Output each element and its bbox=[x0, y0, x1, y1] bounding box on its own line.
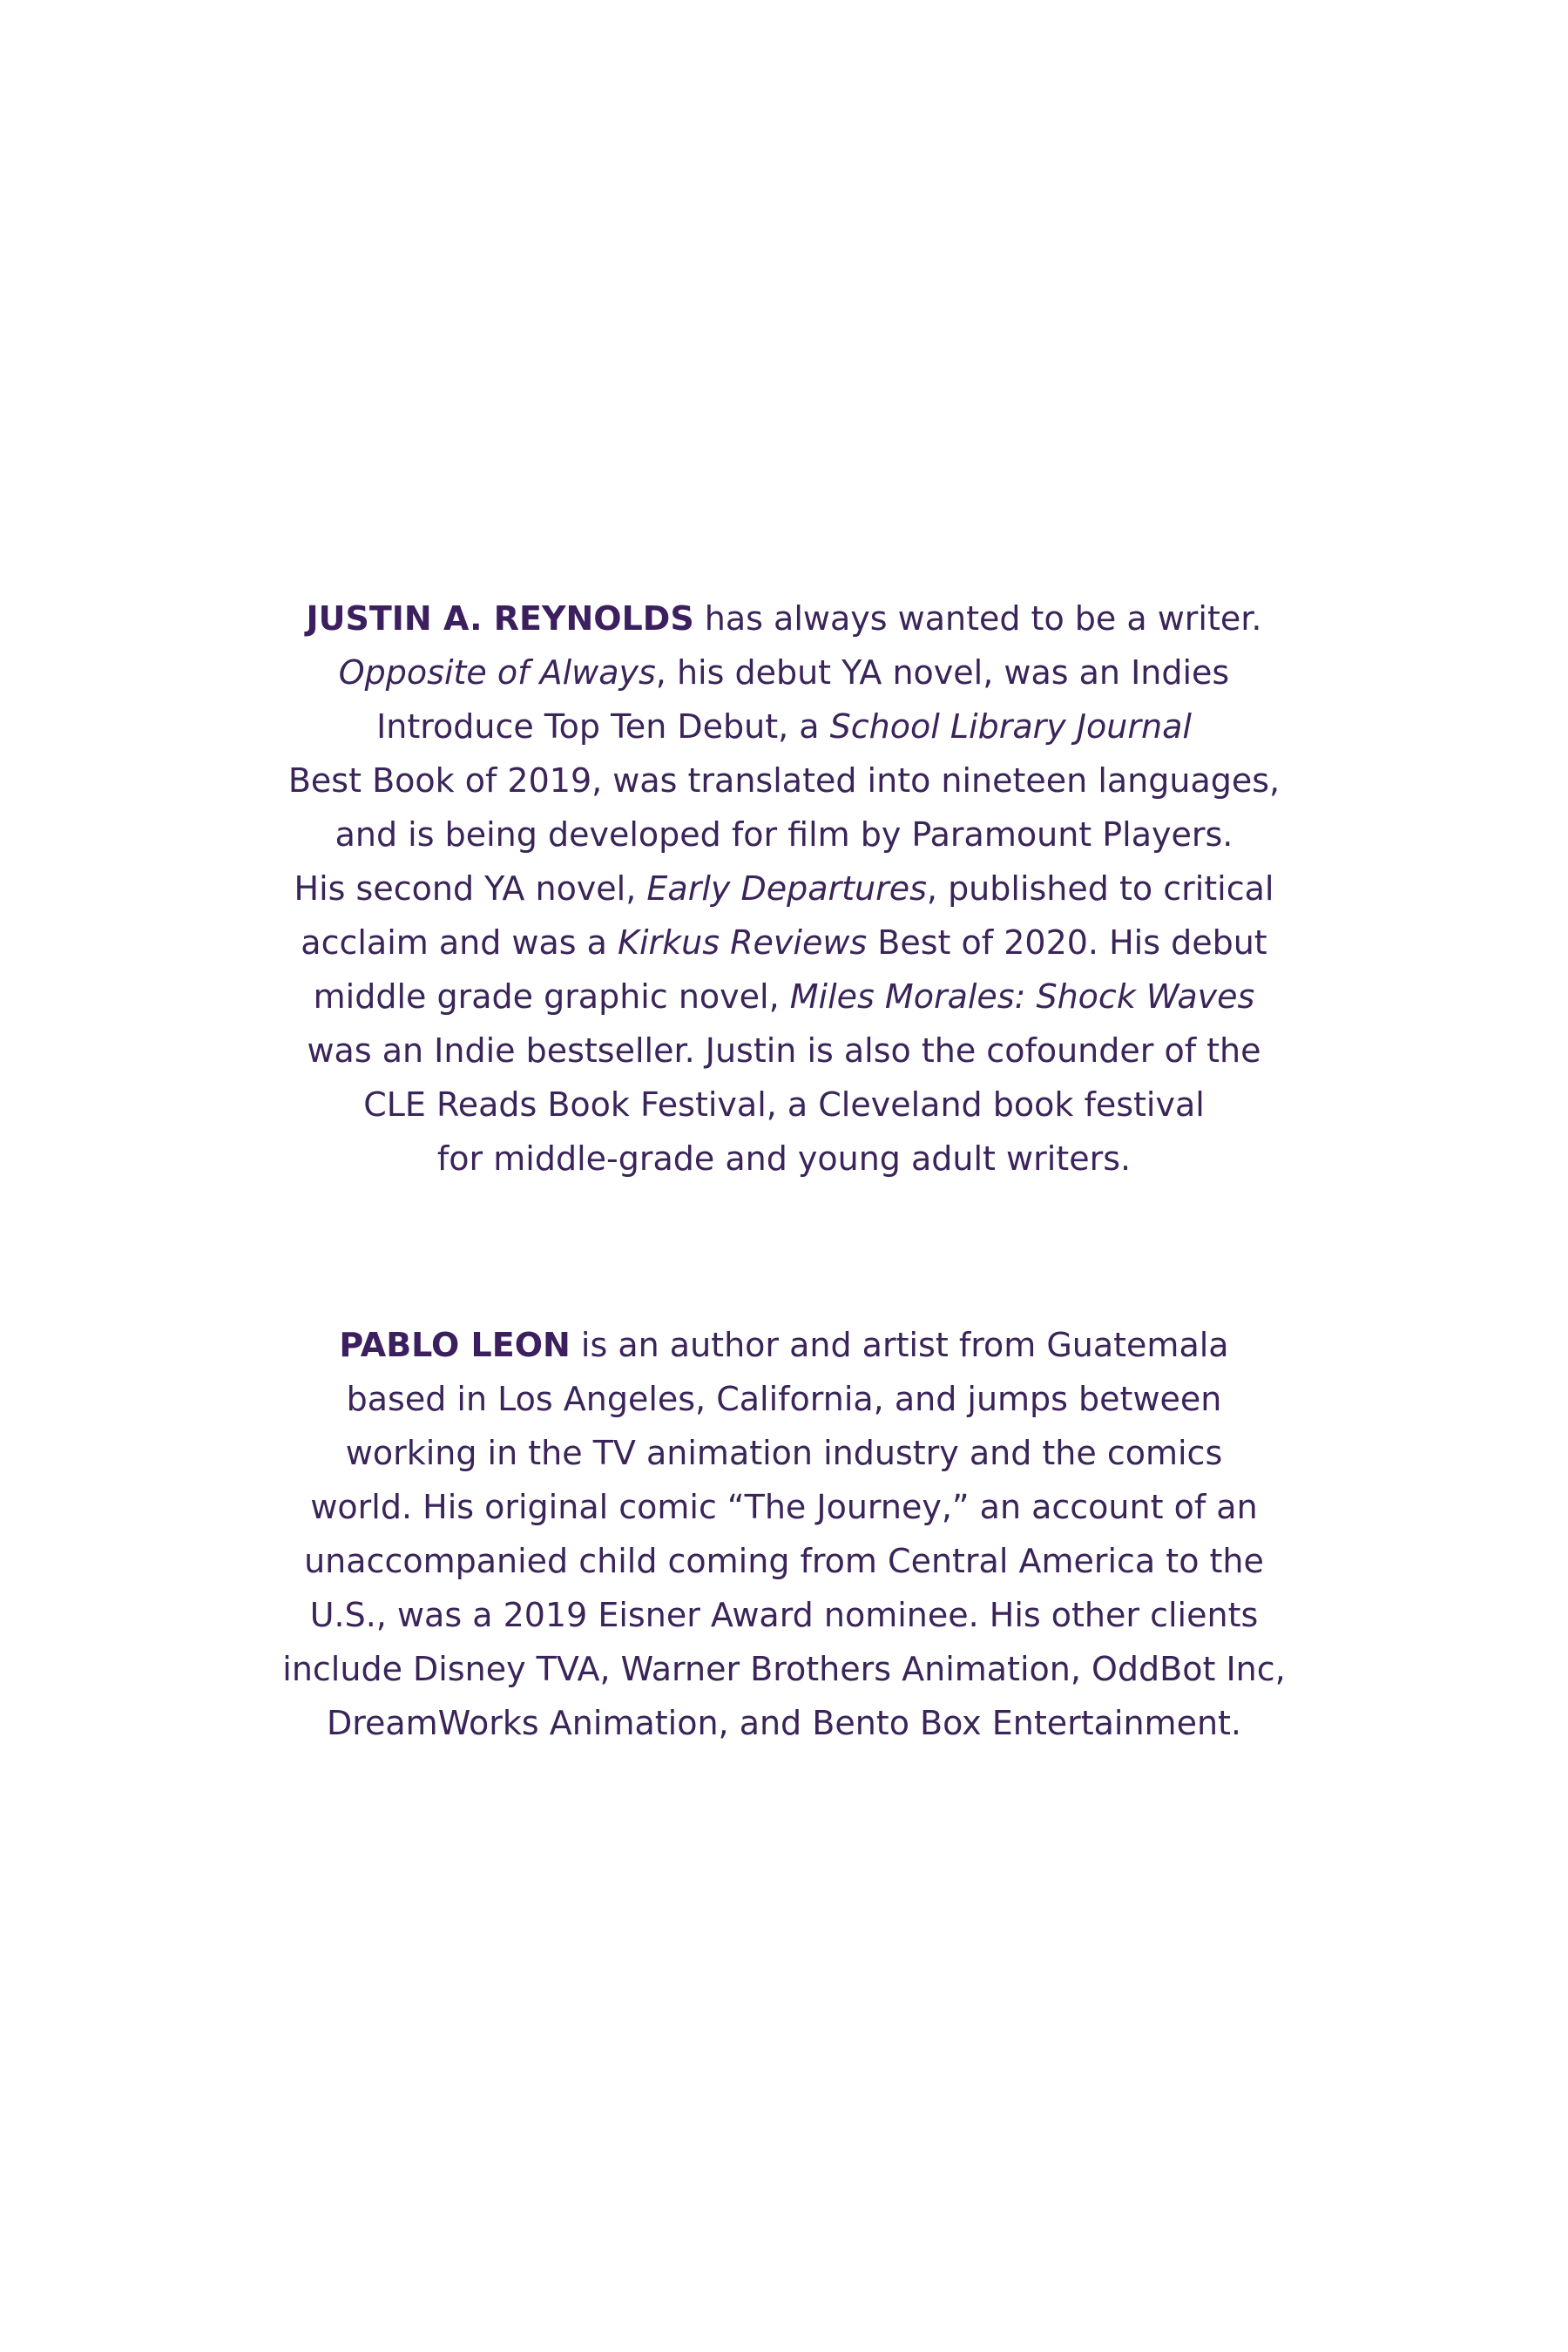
bio-text: based in Los Angeles, California, and jumps between bbox=[346, 1380, 1222, 1418]
bio-text: CLE Reads Book Festival, a Cleveland book festival bbox=[363, 1085, 1205, 1124]
bio-line bbox=[0, 591, 1568, 645]
bio-line bbox=[0, 1132, 1568, 1186]
bio-text: was an Indie bestseller. Justin is also the cofounder of the bbox=[307, 1031, 1261, 1070]
bio-justin-reynolds bbox=[0, 591, 1568, 1186]
bio-text: world. His original comic “The Journey,” an account of an bbox=[310, 1488, 1258, 1526]
book-title: Miles Morales: Shock Waves bbox=[789, 977, 1255, 1016]
bio-line bbox=[0, 862, 1568, 916]
publication-title: School Library Journal bbox=[829, 707, 1192, 746]
bio-line bbox=[0, 1642, 1568, 1696]
bio-text: middle grade graphic novel, bbox=[313, 977, 790, 1016]
bio-line bbox=[0, 916, 1568, 970]
bio-line bbox=[0, 1426, 1568, 1480]
bio-text: acclaim and was a bbox=[301, 923, 618, 962]
bio-line bbox=[0, 1588, 1568, 1642]
book-title: Early Departures bbox=[646, 869, 927, 908]
bio-text: is an author and artist from Guatemala bbox=[580, 1326, 1229, 1364]
bio-line bbox=[0, 645, 1568, 700]
bio-text: , his debut YA novel, was an Indies bbox=[655, 653, 1230, 692]
publication-title: Kirkus Reviews bbox=[618, 923, 868, 962]
bio-line bbox=[0, 1480, 1568, 1534]
bio-text: has always wanted to be a writer. bbox=[704, 599, 1262, 638]
bio-text: for middle-grade and young adult writers. bbox=[436, 1139, 1132, 1178]
book-title: Opposite of Always bbox=[338, 653, 656, 692]
bio-text: and is being developed for film by Paramount Players. bbox=[335, 815, 1233, 854]
author-name: PABLO LEON bbox=[339, 1326, 571, 1364]
bio-line bbox=[0, 1024, 1568, 1078]
bio-text: Best Book of 2019, was translated into nineteen languages, bbox=[287, 761, 1281, 800]
bio-line bbox=[0, 970, 1568, 1024]
bio-text: working in the TV animation industry and the comics bbox=[345, 1434, 1223, 1472]
bio-text: , published to critical bbox=[926, 869, 1274, 908]
bio-line bbox=[0, 1078, 1568, 1132]
bio-text: Introduce Top Ten Debut, a bbox=[376, 707, 830, 746]
bio-line bbox=[0, 700, 1568, 754]
bio-text: unaccompanied child coming from Central America to the bbox=[304, 1542, 1264, 1580]
bio-pablo-leon bbox=[0, 1318, 1568, 1750]
bio-text: DreamWorks Animation, and Bento Box Entertainment. bbox=[326, 1704, 1242, 1742]
author-name: JUSTIN A. REYNOLDS bbox=[306, 599, 694, 638]
bio-line bbox=[0, 1696, 1568, 1750]
bio-line bbox=[0, 808, 1568, 862]
bio-line bbox=[0, 1372, 1568, 1426]
bio-line bbox=[0, 1534, 1568, 1588]
bio-line bbox=[0, 1318, 1568, 1372]
bio-text: His second YA novel, bbox=[294, 869, 647, 908]
bio-text: U.S., was a 2019 Eisner Award nominee. His other clients bbox=[309, 1596, 1259, 1634]
bio-line bbox=[0, 754, 1568, 808]
bio-text: Best of 2020. His debut bbox=[867, 923, 1267, 962]
bio-text: include Disney TVA, Warner Brothers Animation, OddBot Inc, bbox=[282, 1650, 1286, 1688]
